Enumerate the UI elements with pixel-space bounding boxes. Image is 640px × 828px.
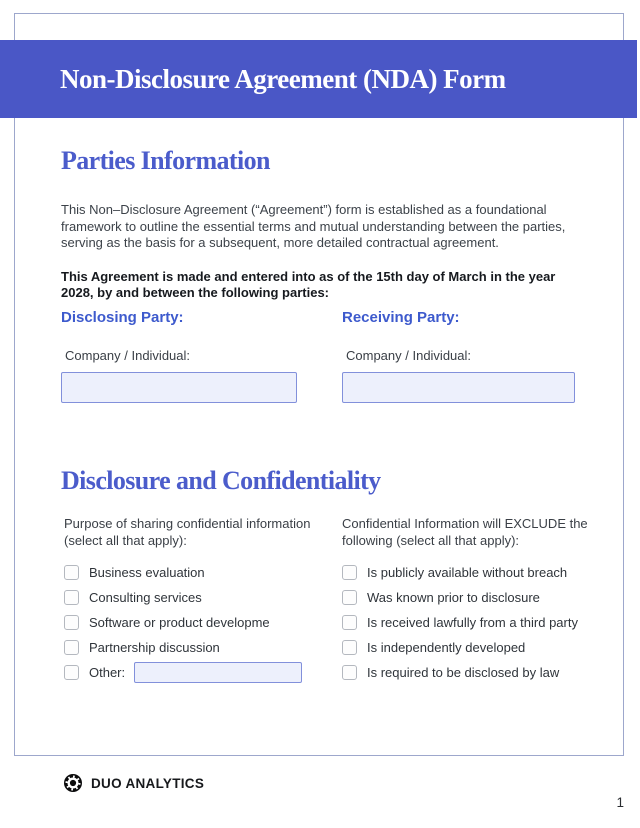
agreement-intro-paragraph: This Non–Disclosure Agreement (“Agreement”) form is established as a foundational framework to outline the essential terms and mutual understanding between the parties, serving as the basis for a subsequent, more detailed contractual agreement. (61, 202, 566, 250)
options-grid (64, 516, 624, 685)
footer-logo (64, 774, 204, 792)
checkbox-label: Is required to be disclosed by law (367, 665, 560, 680)
disclosing-party-column (61, 309, 297, 403)
receiving-party-heading: Receiving Party: (342, 309, 460, 326)
checkbox-label: Is publicly available without breach (367, 565, 568, 580)
other-checkbox-label: Other: (89, 665, 126, 680)
checkbox[interactable] (64, 665, 79, 680)
disclosing-company-input[interactable] (61, 372, 297, 403)
gear-icon (64, 774, 82, 792)
checkbox[interactable] (342, 615, 357, 630)
checkbox[interactable] (342, 565, 357, 580)
purpose-option-row[interactable] (64, 585, 342, 610)
exclusion-option-row[interactable] (342, 585, 624, 610)
checkbox[interactable] (64, 590, 79, 605)
purpose-option-row[interactable] (64, 635, 342, 660)
exclusions-checklist (342, 560, 624, 685)
effective-date-statement: This Agreement is made and entered into as of the 15th day of March in the year 2028, by and between the following parties: (61, 269, 556, 300)
checkbox[interactable] (342, 665, 357, 680)
exclusions-label: Confidential Information will EXCLUDE the following (select all that apply): (342, 516, 588, 548)
logo-text: DUO ANALYTICS (91, 775, 205, 791)
disclosure-confidentiality-heading: Disclosure and Confidentiality (61, 466, 381, 495)
checkbox[interactable] (64, 640, 79, 655)
checkbox-label: Partnership discussion (89, 640, 220, 655)
checkbox[interactable] (342, 640, 357, 655)
purpose-checklist (64, 560, 342, 660)
checkbox[interactable] (64, 565, 79, 580)
purpose-column (64, 516, 342, 685)
disclosing-company-label: Company / Individual: (65, 348, 191, 363)
exclusion-option-row[interactable] (342, 635, 624, 660)
receiving-party-column (342, 309, 575, 403)
parties-information-heading: Parties Information (61, 146, 270, 175)
exclusions-column (342, 516, 624, 685)
parties-grid (61, 309, 575, 403)
exclusion-option-row[interactable] (342, 560, 624, 585)
purpose-option-row[interactable] (64, 560, 342, 585)
checkbox-label: Is independently developed (367, 640, 526, 655)
disclosing-party-heading: Disclosing Party: (61, 309, 184, 326)
page-title: Non-Disclosure Agreement (NDA) Form (60, 64, 506, 94)
exclusion-option-row[interactable] (342, 660, 624, 685)
exclusion-option-row[interactable] (342, 610, 624, 635)
page-number: 1 (616, 795, 624, 810)
purpose-label: Purpose of sharing confidential information (select all that apply): (64, 516, 311, 548)
checkbox[interactable] (342, 590, 357, 605)
checkbox[interactable] (64, 615, 79, 630)
purpose-other-input[interactable] (134, 662, 302, 683)
checkbox-label: Was known prior to disclosure (367, 590, 540, 605)
checkbox-label: Software or product developme (89, 615, 270, 630)
purpose-other-row[interactable] (64, 660, 342, 685)
receiving-company-label: Company / Individual: (346, 348, 472, 363)
receiving-company-input[interactable] (342, 372, 575, 403)
checkbox-label: Business evaluation (89, 565, 205, 580)
title-banner (0, 40, 637, 118)
purpose-option-row[interactable] (64, 610, 342, 635)
checkbox-label: Consulting services (89, 590, 202, 605)
checkbox-label: Is received lawfully from a third party (367, 615, 578, 630)
